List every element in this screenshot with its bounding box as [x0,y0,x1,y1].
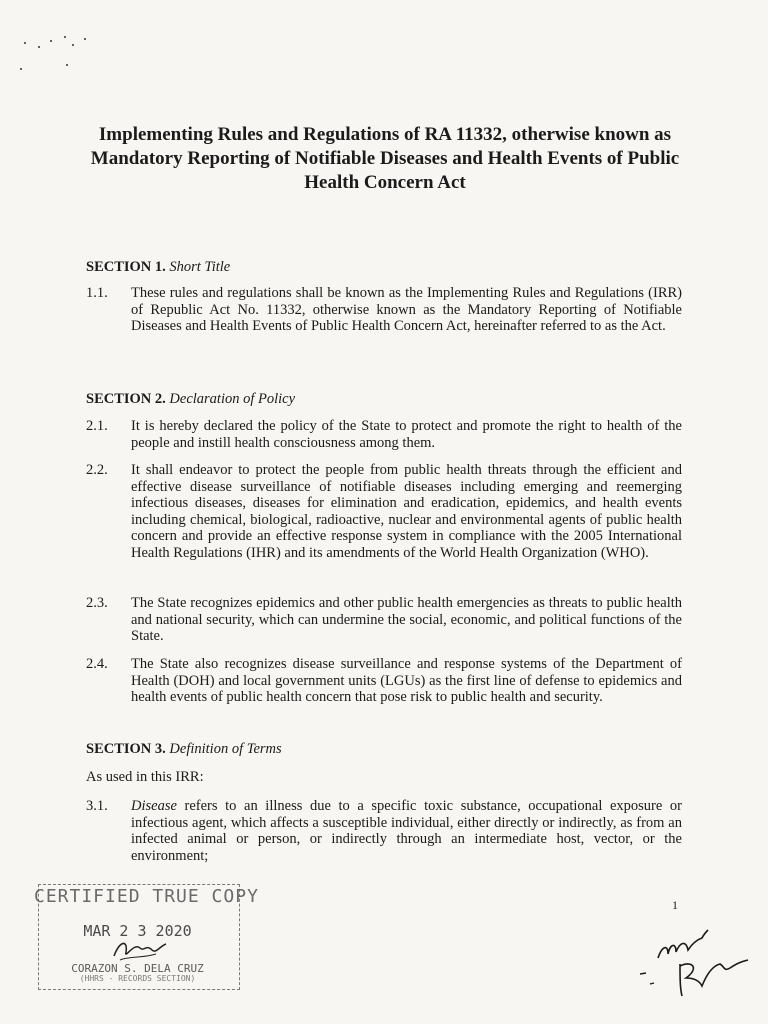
item-text [131,798,682,864]
section-3-heading [86,740,282,758]
stamp-title: CERTIFIED TRUE COPY [34,886,259,907]
section-label: SECTION 1. [86,259,166,275]
stamp-name: CORAZON S. DELA CRUZ [71,962,204,975]
list-item [86,656,682,706]
scan-specks [20,30,100,80]
section-2-heading [86,390,295,408]
defined-term: Disease [131,798,177,814]
section-1-heading [86,258,230,276]
item-number: 2.2. [86,462,108,478]
item-text: It shall endeavor to protect the people from public health threats through the efficient and effective disease surveillance of notifiable diseases including emerging and reemerging infectious diseases, diseases for elimination and eradication, epidemics, and health events including chemical, biological, radioactive, nuclear and environmental agents of public health concern and provide an effective response system in compliance with the 2005 International Health Regulations (IHR) and its amendments of the World Health Organization (WHO). [131,462,682,561]
document-title: Implementing Rules and Regulations of RA 11332, otherwise known as Mandatory Reporting of Notifiable Diseases and Health Events of Public Health Concern Act [90,124,680,193]
section-label: SECTION 2. [86,391,166,407]
stamp-date: MAR 2 3 2020 [83,922,192,940]
section-name: Short Title [169,259,231,275]
section-intro: As used in this IRR: [86,769,204,785]
item-text: These rules and regulations shall be known as the Implementing Rules and Regulations (IRR) of Republic Act No. 11332, otherwise known as the Mandatory Reporting of Notifiable Diseases and Health Events of Public Health Concern Act, hereinafter referred to as the Act. [131,285,682,335]
list-item [86,285,682,335]
handwritten-initials-icon [640,920,760,1000]
page-number: 1 [672,898,678,912]
list-item [86,798,682,864]
certified-true-copy-stamp [34,880,259,992]
list-item [86,595,682,645]
item-text: It is hereby declared the policy of the State to protect and promote the right to health of the people and instill health consciousness among them. [131,418,682,451]
section-name: Definition of Terms [169,741,282,757]
item-text: The State also recognizes disease surveillance and response systems of the Department of Health (DOH) and local government units (LGUs) as the first line of defense to epidemics and health events of public health concern that pose risk to public health and security. [131,656,682,706]
item-number: 2.4. [86,656,108,672]
list-item [86,418,682,451]
stamp-signature-icon [110,934,170,964]
item-number: 2.1. [86,418,108,434]
item-number: 2.3. [86,595,108,611]
section-label: SECTION 3. [86,741,166,757]
definition-text: refers to an illness due to a specific toxic substance, occupational exposure or infectious agent, which affects a susceptible individual, either directly or indirectly, as from an infected animal or person, or indirectly through an intermediate host, vector, or the environment; [131,798,682,864]
section-name: Declaration of Policy [169,391,296,407]
stamp-office: (HHRS - RECORDS SECTION) [79,974,196,983]
list-item [86,462,682,562]
item-number: 3.1. [86,798,108,814]
item-text: The State recognizes epidemics and other public health emergencies as threats to public health and national security, which can undermine the social, economic, and political functions of the State. [131,595,682,645]
item-number: 1.1. [86,285,108,301]
